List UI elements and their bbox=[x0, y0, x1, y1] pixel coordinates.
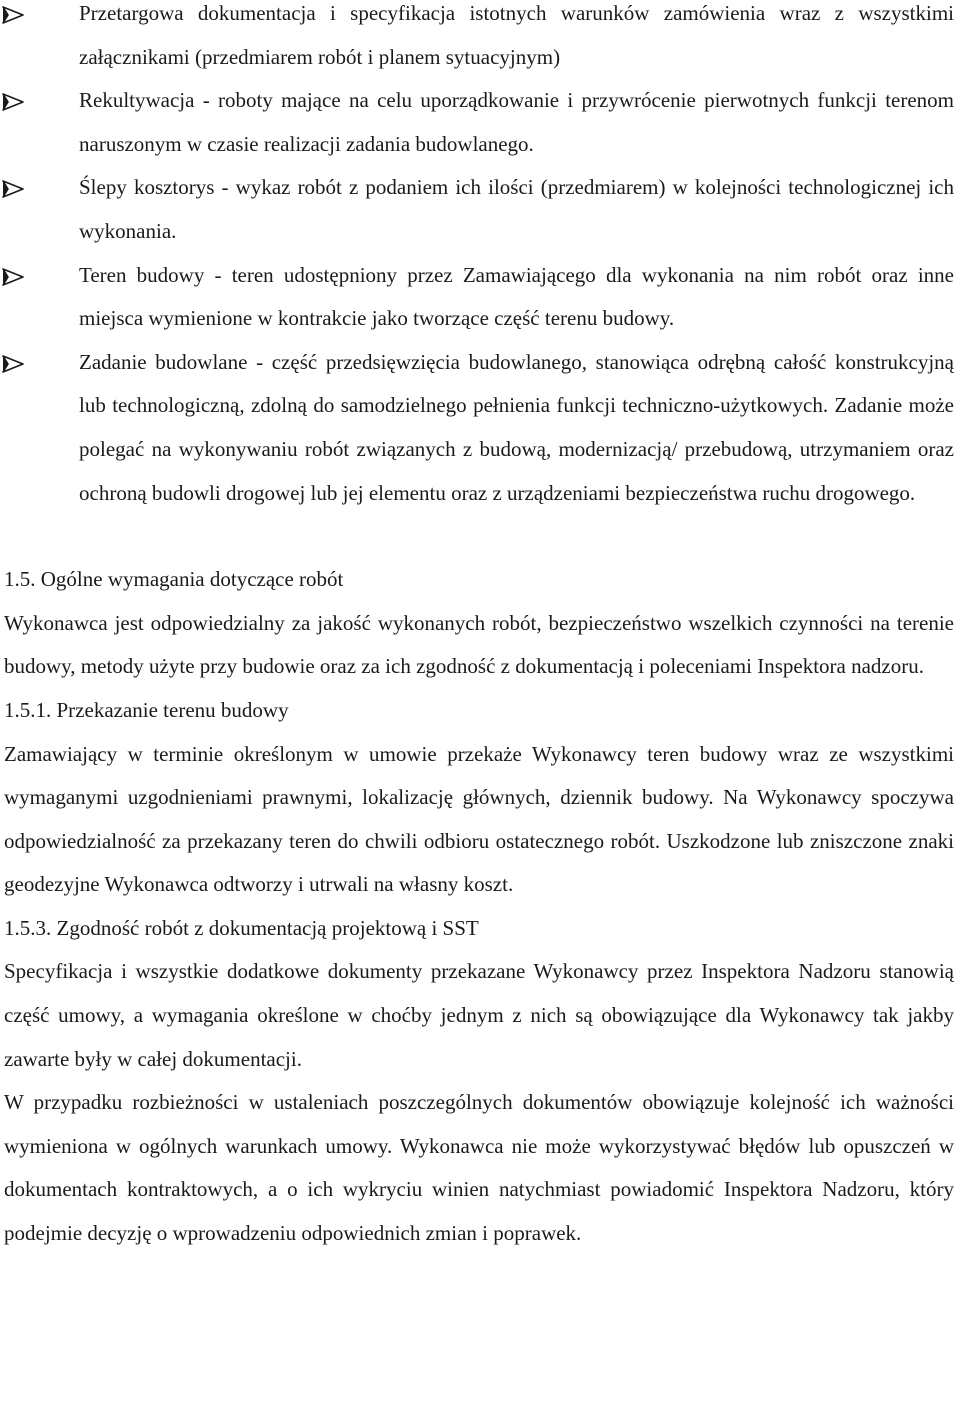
arrow-bullet-icon bbox=[2, 93, 24, 111]
list-item-text: Teren budowy - teren udostępniony przez Zamawiającego dla wykonania na nim robót oraz inne miejsca wymienione w kontrakcie jako tworzące część terenu budowy. bbox=[79, 262, 954, 331]
section-paragraph: Wykonawca jest odpowiedzialny za jakość wykonanych robót, bezpieczeństwo wszelkich czynności na terenie budowy, metody użyte przy budowie oraz za ich zgodność z dokumentacją i poleceniami Inspektora nadzoru. bbox=[4, 610, 954, 679]
list-item-text: Przetargowa dokumentacja i specyfikacja istotnych warunków zamówienia wraz z wszystkimi załącznikami (przedmiarem robót i planem sytuacyjnym) bbox=[79, 1, 954, 69]
spacer bbox=[0, 515, 960, 558]
arrow-bullet-icon bbox=[2, 355, 24, 373]
list-item-text: Ślepy kosztorys - wykaz robót z podaniem ich ilości (przedmiarem) w kolejności technologicznej ich wykonania. bbox=[79, 175, 954, 243]
definitions-list bbox=[0, 0, 960, 515]
list-item bbox=[0, 341, 960, 515]
section-heading-1-5: 1.5. Ogólne wymagania dotyczące robót bbox=[4, 567, 344, 592]
list-item bbox=[0, 79, 960, 166]
list-item-text: Zadanie budowlane - część przedsięwzięcia budowlanego, stanowiąca odrębną całość konstrukcyjną lub technologiczną, zdolną do samodzielnego pełnienia funkcji techniczno-użytkowych. Zadanie może polegać na wykonywaniu robót związanych z budową, modernizacją/ przebudową, utrzymaniem oraz ochroną budowli drogowej lub jej elementu oraz z urządzeniami bezpieczeństwa ruchu drogowego. bbox=[79, 349, 954, 505]
section-paragraph: Specyfikacja i wszystkie dodatkowe dokumenty przekazane Wykonawcy przez Inspektora Nadzoru stanowią część umowy, a wymagania określone w choćby jednym z nich są obowiązujące dla Wykonawcy tak jakby zawarte były w całej dokumentacji. bbox=[4, 959, 954, 1071]
section-paragraph: W przypadku rozbieżności w ustaleniach poszczególnych dokumentów obowiązuje kolejność ich ważności wymieniona w ogólnych warunkach umowy. Wykonawca nie może wykorzystywać błędów lub opuszczeń w dokumentach kontraktowych, a o ich wykryciu winien natychmiast powiadomić Inspektora Nadzoru, który podejmie decyzję o wprowadzeniu odpowiednich zmian i poprawek. bbox=[4, 1090, 954, 1246]
list-item bbox=[0, 166, 960, 253]
section-heading-1-5-3: 1.5.3. Zgodność robót z dokumentacją projektową i SST bbox=[4, 915, 479, 940]
list-item-text: Rekultywacja - roboty mające na celu uporządkowanie i przywrócenie pierwotnych funkcji terenom naruszonym w czasie realizacji zadania budowlanego. bbox=[79, 88, 954, 156]
arrow-bullet-icon bbox=[2, 6, 24, 24]
section-heading-1-5-1: 1.5.1. Przekazanie terenu budowy bbox=[4, 697, 289, 722]
list-item bbox=[0, 254, 960, 341]
arrow-bullet-icon bbox=[2, 180, 24, 198]
arrow-bullet-icon bbox=[2, 268, 24, 286]
section-paragraph: Zamawiający w terminie określonym w umowie przekaże Wykonawcy teren budowy wraz ze wszystkimi wymaganymi uzgodnieniami prawnymi, lokalizację głównych, dziennik budowy. Na Wykonawcy spoczywa odpowiedzialność za przekazany teren do chwili odbioru ostatecznego robót. Uszkodzone lub zniszczone znaki geodezyjne Wykonawca odtworzy i utrwali na własny koszt. bbox=[4, 741, 954, 897]
list-item bbox=[0, 0, 960, 79]
